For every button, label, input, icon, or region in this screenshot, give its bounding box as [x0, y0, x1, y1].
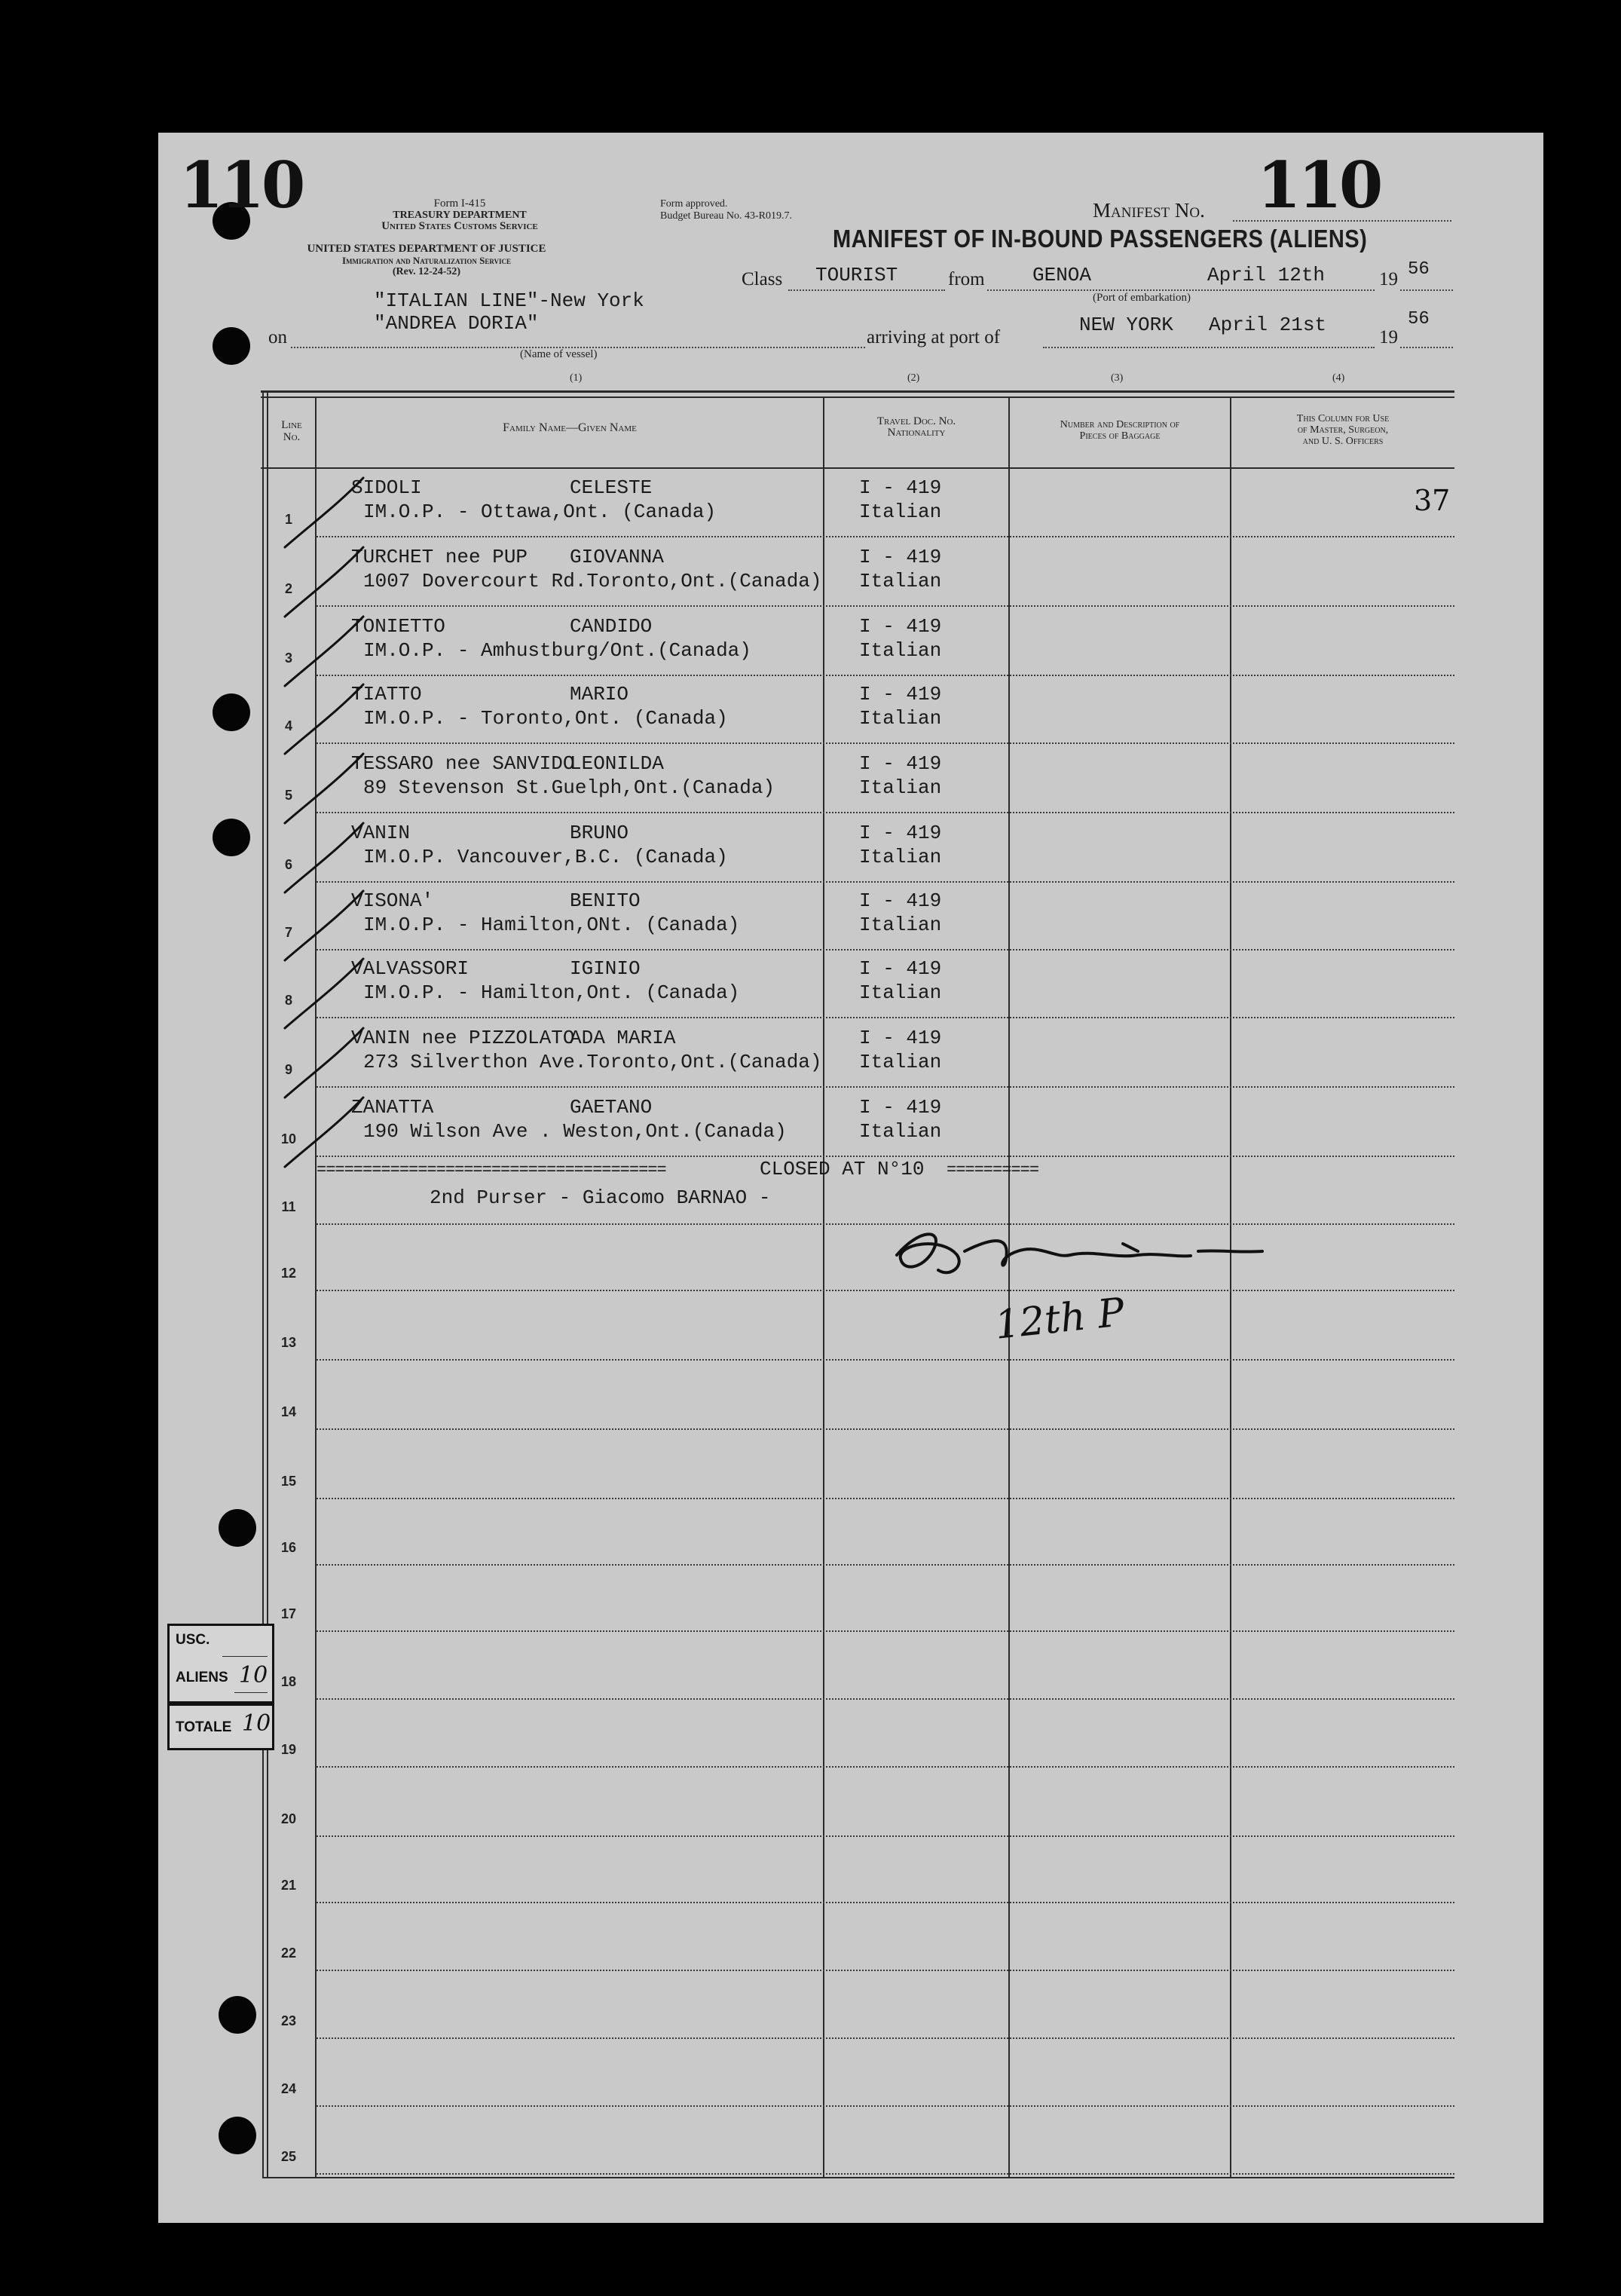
- line-number: 25: [280, 2149, 297, 2164]
- passenger-family-name: VISONA': [351, 889, 434, 912]
- passenger-address: 89 Stevenson St.Guelph,Ont.(Canada): [363, 776, 775, 799]
- travel-doc-number: I - 419: [859, 1027, 942, 1049]
- manifest-number-right: 110: [1257, 148, 1381, 222]
- nationality: Italian: [859, 1120, 942, 1143]
- from-port: GENOA: [1032, 264, 1092, 286]
- line-number: 23: [280, 2013, 297, 2028]
- year-prefix-2: 19: [1379, 327, 1398, 347]
- nationality: Italian: [859, 846, 942, 868]
- form-number: Form I-415: [433, 197, 486, 210]
- line-number: 4: [284, 718, 292, 733]
- nationality: Italian: [859, 776, 942, 799]
- table-top-border: [261, 390, 1454, 393]
- line-number: 3: [284, 651, 292, 666]
- passenger-address: 1007 Dovercourt Rd.Toronto,Ont.(Canada): [363, 570, 822, 592]
- arriving-label: arriving at port of: [867, 327, 1001, 347]
- shipping-line: "ITALIAN LINE"-New York: [374, 289, 644, 312]
- from-label: from: [948, 269, 985, 289]
- passenger-given-name: CANDIDO: [570, 615, 653, 638]
- passenger-given-name: MARIO: [570, 683, 629, 706]
- row-separator: [317, 1156, 1454, 1157]
- passenger-given-name: ADA MARIA: [570, 1027, 676, 1049]
- passenger-family-name: SIDOLI: [351, 476, 422, 499]
- travel-doc-number: I - 419: [859, 822, 942, 844]
- row-separator: [317, 1630, 1454, 1632]
- passenger-given-name: GIOVANNA: [570, 546, 664, 568]
- column-number-4: (4): [1332, 372, 1345, 384]
- line-number: 16: [280, 1540, 297, 1555]
- row-separator: [317, 881, 1454, 883]
- totale-value: 10: [242, 1710, 271, 1737]
- row-separator: [317, 812, 1454, 813]
- passenger-family-name: ZANATTA: [351, 1096, 434, 1119]
- line-number: 5: [284, 788, 292, 803]
- row-separator: [317, 1086, 1454, 1088]
- header-travel-doc: [824, 416, 1008, 439]
- nationality: Italian: [859, 914, 942, 936]
- line-number: 9: [284, 1062, 292, 1077]
- row-separator: [317, 1970, 1454, 1971]
- travel-doc-number: I - 419: [859, 476, 942, 499]
- row-separator: [317, 1428, 1454, 1430]
- row-separator: [317, 1498, 1454, 1499]
- header-line-no-text: Line No.: [281, 419, 302, 443]
- passenger-family-name: TONIETTO: [351, 615, 445, 638]
- departure-date: April 12th: [1207, 264, 1326, 286]
- aliens-label: ALIENS: [176, 1670, 228, 1685]
- table-bottom-border: [264, 2177, 1454, 2178]
- treasury-department: TREASURY DEPARTMENT: [393, 210, 527, 221]
- column-number-2: (2): [907, 372, 920, 384]
- nationality: Italian: [859, 1051, 942, 1073]
- row-separator: [317, 536, 1454, 537]
- row-separator: [317, 742, 1454, 744]
- travel-doc-number: I - 419: [859, 615, 942, 638]
- year-prefix-1: 19: [1379, 269, 1398, 289]
- passenger-family-name: TURCHET nee PUP: [351, 546, 528, 568]
- line-number: 1: [284, 512, 292, 527]
- handwritten-note: 12th P: [992, 1290, 1127, 1349]
- passenger-address: 190 Wilson Ave . Weston,Ont.(Canada): [363, 1120, 787, 1143]
- departure-year: 56: [1408, 259, 1430, 280]
- ins-service: Immigration and Naturalization Service: [341, 255, 512, 266]
- header-officers-line2: of Master, Surgeon,: [1297, 424, 1389, 436]
- row-separator: [317, 1902, 1454, 1903]
- column-divider-name: [823, 396, 824, 2177]
- passenger-address: IM.O.P. - Ottawa,Ont. (Canada): [363, 501, 717, 523]
- row-separator: [317, 1835, 1454, 1837]
- line-number: 17: [280, 1606, 297, 1621]
- column-number-1: (1): [570, 372, 583, 384]
- line-number: 24: [280, 2081, 297, 2096]
- on-label: on: [268, 327, 287, 347]
- purser-signature: [874, 1214, 1281, 1364]
- header-officers-line1: This Column for Use: [1296, 413, 1390, 424]
- line-number: 8: [284, 993, 292, 1008]
- punch-hole: [213, 327, 250, 365]
- header-officers-line3: and U. S. Officers: [1302, 436, 1384, 447]
- officer-note: 37: [1414, 484, 1451, 517]
- total-stamp: [167, 1704, 274, 1750]
- travel-doc-number: I - 419: [859, 1096, 942, 1119]
- punch-hole: [219, 2117, 256, 2154]
- travel-doc-number: I - 419: [859, 683, 942, 706]
- header-baggage: [1010, 419, 1230, 442]
- line-number: 15: [280, 1474, 297, 1489]
- passenger-given-name: IGINIO: [570, 957, 641, 980]
- passenger-given-name: LEONILDA: [570, 752, 664, 775]
- class-label: Class: [742, 269, 783, 289]
- passenger-family-name: TIATTO: [351, 683, 422, 706]
- nationality: Italian: [859, 707, 942, 730]
- arrival-port: NEW YORK: [1079, 314, 1173, 336]
- line-number: 6: [284, 857, 292, 872]
- table-header-divider: [261, 467, 1454, 469]
- passenger-given-name: CELESTE: [570, 476, 653, 499]
- count-stamp: [167, 1624, 274, 1704]
- closing-rule-right: ==========: [947, 1161, 1039, 1180]
- line-number: 2: [284, 581, 292, 596]
- header-family-name: Family Name—Given Name: [503, 421, 637, 434]
- header-line-no: [268, 419, 315, 443]
- budget-bureau: Budget Bureau No. 43-R019.7.: [660, 210, 792, 222]
- travel-doc-number: I - 419: [859, 957, 942, 980]
- row-separator: [317, 1017, 1454, 1018]
- line-number: 21: [280, 1878, 297, 1893]
- form-approved: Form approved.: [660, 198, 728, 210]
- manifest-no-label: Manifest No.: [1093, 199, 1205, 222]
- row-separator: [317, 675, 1454, 676]
- passenger-address: IM.O.P. Vancouver,B.C. (Canada): [363, 846, 728, 868]
- usc-label: USC.: [176, 1632, 210, 1648]
- line-number: 10: [280, 1131, 297, 1146]
- row-separator: [317, 2037, 1454, 2039]
- aliens-value: 10: [239, 1662, 268, 1688]
- punch-hole: [213, 693, 250, 731]
- travel-doc-number: I - 419: [859, 546, 942, 568]
- table-left-border: [262, 392, 264, 2178]
- vessel-name: "ANDREA DORIA": [374, 312, 539, 335]
- closing-rule-left: ======================================: [317, 1161, 666, 1180]
- line-number: 11: [281, 1199, 296, 1214]
- line-number: 7: [284, 925, 292, 940]
- nationality: Italian: [859, 501, 942, 523]
- customs-service: United States Customs Service: [381, 220, 538, 232]
- revision-date: (Rev. 12-24-52): [392, 266, 461, 277]
- passenger-address: IM.O.P. - Amhustburg/Ont.(Canada): [363, 639, 751, 662]
- row-separator: [317, 605, 1454, 607]
- name-of-vessel-label: (Name of vessel): [520, 348, 598, 360]
- punch-hole: [213, 819, 250, 856]
- line-number: 20: [280, 1811, 297, 1826]
- punch-hole: [219, 1996, 256, 2034]
- manifest-title: MANIFEST OF IN-BOUND PASSENGERS (ALIENS): [833, 225, 1368, 253]
- passenger-given-name: BRUNO: [570, 822, 629, 844]
- port-embarkation-label: (Port of embarkation): [1093, 292, 1191, 304]
- column-number-3: (3): [1111, 372, 1124, 384]
- line-number: 22: [280, 1945, 297, 1961]
- row-separator: [317, 949, 1454, 951]
- passenger-address: IM.O.P. - Toronto,Ont. (Canada): [363, 707, 728, 730]
- nationality: Italian: [859, 981, 942, 1004]
- passenger-address: 273 Silverthon Ave.Toronto,Ont.(Canada): [363, 1051, 822, 1073]
- row-separator: [317, 2173, 1454, 2175]
- purser-line: 2nd Purser - Giacomo BARNAO -: [430, 1186, 771, 1209]
- totale-label: TOTALE: [176, 1719, 232, 1735]
- travel-doc-number: I - 419: [859, 889, 942, 912]
- row-separator: [317, 1564, 1454, 1566]
- class-value: TOURIST: [815, 264, 898, 286]
- row-separator: [317, 1766, 1454, 1768]
- header-travel-doc-line1: Travel Doc. No.: [876, 415, 956, 427]
- nationality: Italian: [859, 570, 942, 592]
- passenger-address: IM.O.P. - Hamilton,Ont. (Canada): [363, 981, 740, 1004]
- line-number: 13: [280, 1335, 297, 1350]
- nationality: Italian: [859, 639, 942, 662]
- line-number: 19: [280, 1742, 297, 1757]
- passenger-family-name: TESSARO nee SANVIDO: [351, 752, 575, 775]
- punch-hole: [219, 1509, 256, 1547]
- line-number: 18: [280, 1674, 297, 1689]
- passenger-family-name: VANIN nee PIZZOLATO: [351, 1027, 575, 1049]
- closed-at-line: CLOSED AT N°10: [760, 1158, 925, 1180]
- passenger-given-name: GAETANO: [570, 1096, 653, 1119]
- manifest-number-left: 110: [179, 148, 303, 222]
- line-number: 12: [280, 1266, 297, 1281]
- header-baggage-line1: Number and Description of: [1060, 419, 1180, 430]
- line-number: 14: [280, 1404, 297, 1419]
- passenger-given-name: BENITO: [570, 889, 641, 912]
- header-officers: [1231, 413, 1454, 447]
- passenger-family-name: VALVASSORI: [351, 957, 469, 980]
- passenger-family-name: VANIN: [351, 822, 411, 844]
- header-baggage-line2: Pieces of Baggage: [1079, 430, 1161, 442]
- row-separator: [317, 1698, 1454, 1700]
- arrival-year: 56: [1408, 309, 1430, 329]
- manifest-no-field: [1233, 220, 1451, 222]
- header-travel-doc-line2: Nationality: [887, 427, 946, 439]
- department-of-justice: UNITED STATES DEPARTMENT OF JUSTICE: [307, 243, 546, 255]
- passenger-address: IM.O.P. - Hamilton,ONt. (Canada): [363, 914, 740, 936]
- arrival-date: April 21st: [1209, 314, 1327, 336]
- travel-doc-number: I - 419: [859, 752, 942, 775]
- row-separator: [317, 2105, 1454, 2107]
